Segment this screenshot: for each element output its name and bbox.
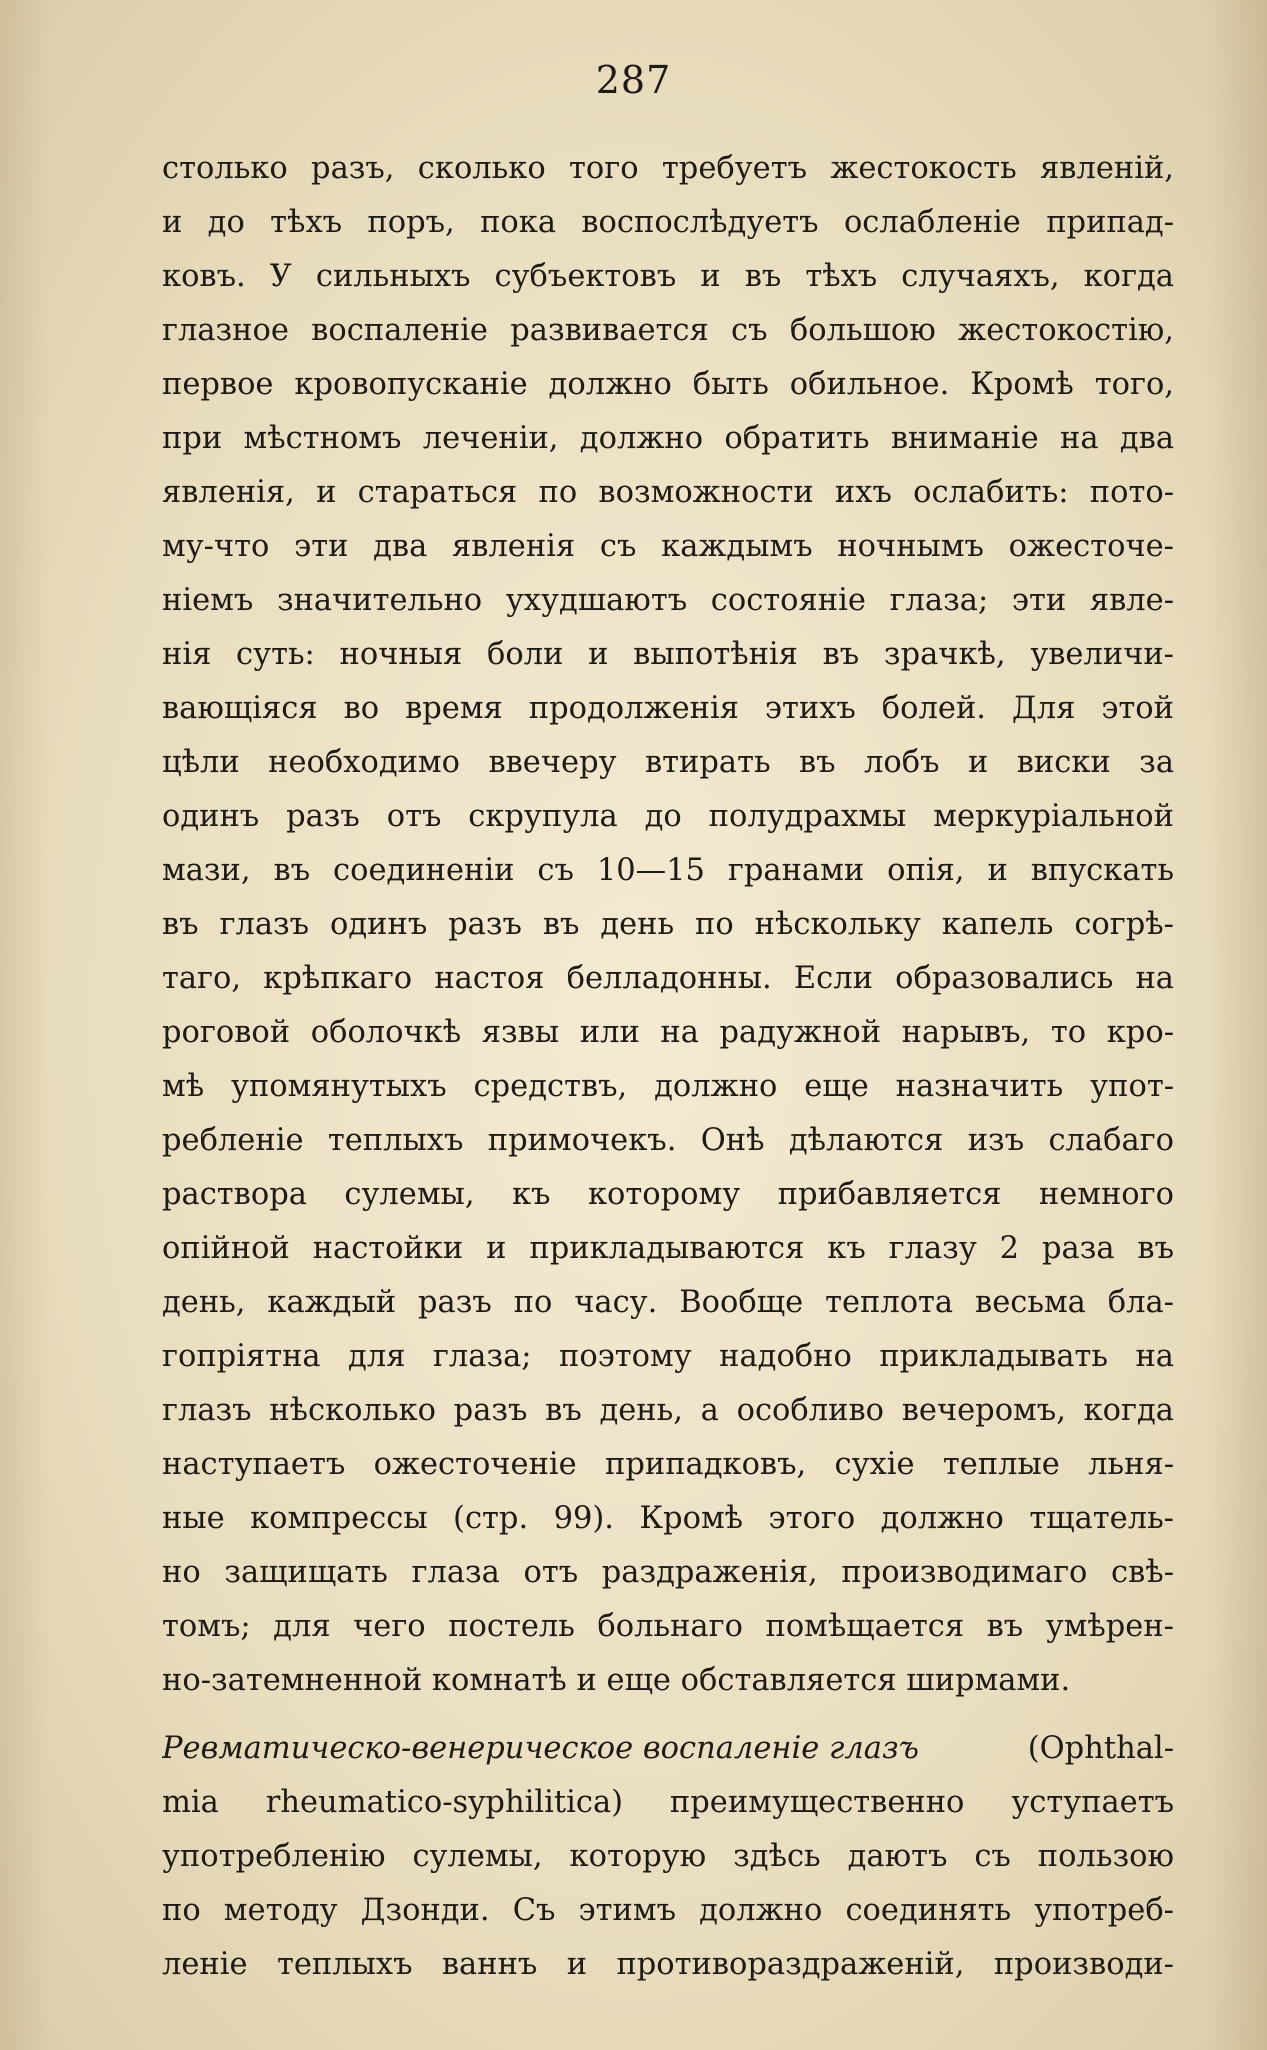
text-line: гопріятна для глаза; поэтому надобно прикладывать на [162,1339,1174,1374]
section-heading-italic: Ревматическо-венерическое воспаленіе глазъ [162,1731,919,1766]
text-line: ные компрессы (стр. 99). Кромѣ этого должно тщатель- [162,1501,1174,1536]
page-number: 287 [595,58,672,102]
text-line: цѣли необходимо ввечеру втирать въ лобъ и виски за [162,745,1174,780]
text-line: въ глазъ одинъ разъ въ день по нѣскольку капель согрѣ- [162,907,1174,942]
text-line: леніе теплыхъ ваннъ и противораздраженій, производи- [162,1947,1174,1982]
text-line: вающіяся во время продолженія этихъ болей. Для этой [162,691,1174,726]
text-line: раствора сулемы, къ которому прибавляется немного [162,1177,1174,1212]
text-line: му-что эти два явленія съ каждымъ ночнымъ ожесточе- [162,529,1174,564]
text-line: употребленію сулемы, которую здѣсь даютъ съ пользою [162,1839,1174,1874]
text-line: ребленіе теплыхъ примочекъ. Онѣ дѣлаются изъ слабаго [162,1123,1174,1158]
text-line: явленія, и стараться по возможности ихъ ослабить: пото- [162,475,1174,510]
text-line: первое кровопусканіе должно быть обильное. Кромѣ того, [162,367,1174,402]
paragraph-2-lines [162,1776,1174,1992]
text-line: таго, крѣпкаго настоя белладонны. Если образовались на [162,961,1174,996]
text-line: но защищать глаза отъ раздраженія, производимаго свѣ- [162,1555,1174,1590]
text-line: ковъ. У сильныхъ субъектовъ и въ тѣхъ случаяхъ, когда [162,259,1174,294]
text-line: но-затемненной комнатѣ и еще обставляется ширмами. [162,1663,1071,1698]
text-line: мѣ упомянутыхъ средствъ, должно еще назначить упот- [162,1069,1174,1104]
page-fold-shadow [1207,0,1267,2050]
text-line: и до тѣхъ поръ, пока воспослѣдуетъ ослабленіе припад- [162,205,1174,240]
paragraph-1 [162,142,1174,1708]
text-line: mia rheumatico-syphilitica) преимущественно уступаетъ [162,1785,1174,1820]
paragraph-2-heading-line [162,1722,1174,1776]
text-line: роговой оболочкѣ язвы или на радужной нарывъ, то кро- [162,1015,1174,1050]
text-line: при мѣстномъ леченіи, должно обратить вниманіе на два [162,421,1174,456]
text-line: нія суть: ночныя боли и выпотѣнія въ зрачкѣ, увеличи- [162,637,1174,672]
text-line: опійной настойки и прикладываются къ глазу 2 раза въ [162,1231,1174,1266]
text-line: томъ; для чего постель больнаго помѣщается въ умѣрен- [162,1609,1174,1644]
text-line: ніемъ значительно ухудшаютъ состояніе глаза; эти явле- [162,583,1174,618]
text-line: по методу Дзонди. Съ этимъ должно соединять употреб- [162,1893,1174,1928]
body-text [162,142,1174,1992]
page-edge-shadow [0,0,50,2050]
text-line: день, каждый разъ по часу. Вообще теплота весьма бла- [162,1285,1174,1320]
text-line: мази, въ соединеніи съ 10—15 гранами опія, и впускать [162,853,1174,888]
text-line: наступаетъ ожесточеніе припадковъ, сухіе теплые льня- [162,1447,1174,1482]
text-line: глазъ нѣсколько разъ въ день, а особливо вечеромъ, когда [162,1393,1174,1428]
text-line: глазное воспаленіе развивается съ большою жестокостію, [162,313,1174,348]
text-line: столько разъ, сколько того требуетъ жестокость явленій, [162,151,1174,186]
text-line: одинъ разъ отъ скрупула до полудрахмы меркуріальной [162,799,1174,834]
paragraph-2 [162,1722,1174,1992]
section-heading-latin: (Ophthal- [1027,1731,1174,1766]
